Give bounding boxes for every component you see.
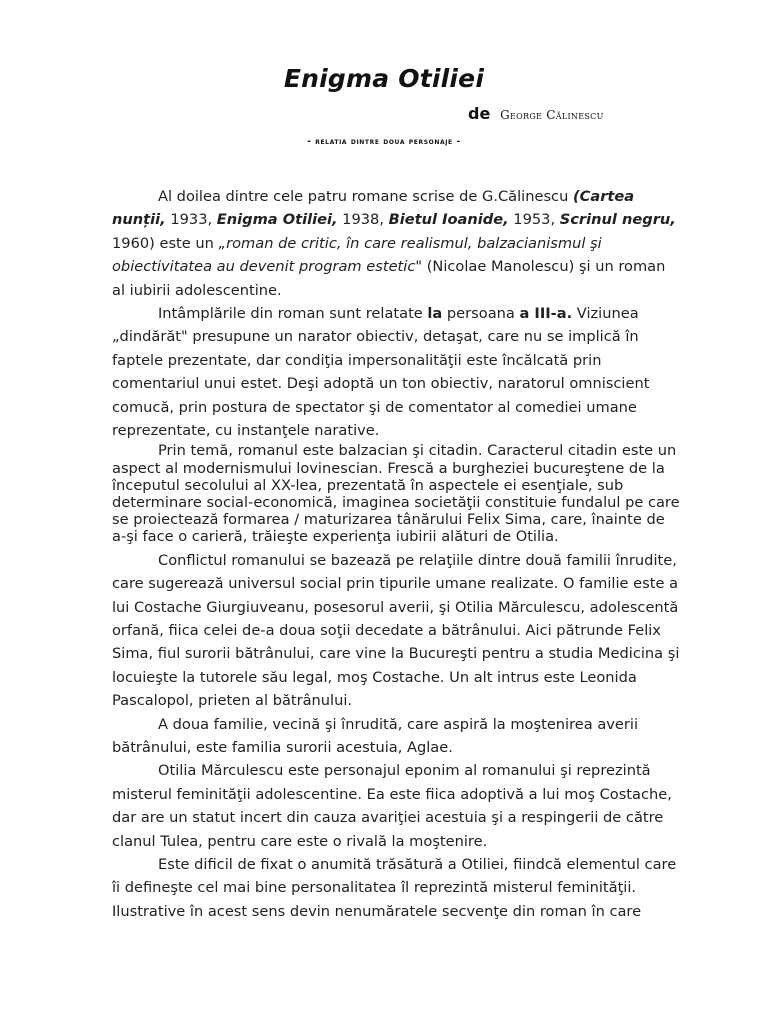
text-line: comucă, prin postura de spectator şi de comentator al comediei umane bbox=[112, 398, 637, 416]
text-line: Ilustrative în acest sens devin nenumăratele secvenţe din roman în care bbox=[112, 902, 642, 920]
text-run: " (Nicolae Manolescu) şi un roman bbox=[415, 258, 666, 276]
text-line: îi defineşte cel mai bine personalitatea îl reprezintă misterul feminităţii. bbox=[112, 879, 637, 897]
text-line: aspect al modernismului lovinescian. Frescă a burgheziei bucureştene de la bbox=[112, 459, 665, 477]
paragraph-6 bbox=[112, 759, 702, 853]
text-line: „dindărăt" presupune un narator obiectiv, detaşat, care nu se implică în bbox=[112, 328, 639, 346]
document-subtitle: - relatia dintre doua personaje - bbox=[307, 137, 461, 147]
work-title: (Cartea bbox=[572, 188, 635, 205]
work-title: Enigma Otiliei, bbox=[216, 211, 338, 229]
work-title: Scrinul negru, bbox=[559, 211, 676, 229]
paragraph-7 bbox=[112, 853, 702, 923]
text-line: misterul feminităţii adolescentine. Ea este fiica adoptivă a lui moş Costache, bbox=[112, 785, 672, 803]
text-line: lui Costache Giurgiuveanu, posesorul averii, şi Otilia Mărculescu, adolescentă bbox=[112, 598, 679, 616]
text-line: Este dificil de fixat o anumită trăsătură a Otiliei, fiindcă elementul care bbox=[158, 855, 677, 873]
text-line: Conflictul romanului se bazează pe relaţiile dintre două familii înrudite, bbox=[158, 551, 677, 569]
document-title: Enigma Otiliei bbox=[283, 64, 485, 93]
paragraph-5 bbox=[112, 713, 702, 760]
text-line: locuieşte la tutorele său legal, moş Costache. Un alt intrus este Leonida bbox=[112, 668, 637, 686]
text-line bbox=[112, 255, 702, 278]
text-line bbox=[112, 208, 702, 231]
quotation: obiectivitatea au devenit program estetic bbox=[112, 258, 416, 276]
text-run: 1960) este un bbox=[112, 234, 219, 252]
text-line: al iubirii adolescentine. bbox=[112, 281, 282, 299]
work-title: Bietul Ioanide, bbox=[388, 211, 509, 229]
text-line: faptele prezentate, dar condiţia impersonalităţii este încălcată prin bbox=[112, 351, 602, 369]
text-line: Sima, fiul surorii bătrânului, care vine la Bucureşti pentru a studia Medicina şi bbox=[112, 645, 680, 663]
text-line: comentariul unui estet. Deşi adoptă un ton obiectiv, naratorul omniscient bbox=[112, 375, 650, 393]
text-line: clanul Tulea, pentru care este o rivală la moştenire. bbox=[112, 832, 488, 850]
text-line: Prin temă, romanul este balzacian şi citadin. Caracterul citadin este un bbox=[158, 442, 677, 460]
essay-body bbox=[112, 185, 702, 923]
text-line: începutul secolului al XX-lea, prezentată în aspectele ei esenţiale, sub bbox=[112, 476, 624, 494]
text-line: care sugerează universul social prin tipurile umane realizate. O familie este a bbox=[112, 575, 679, 593]
text-line: a-şi face o carieră, trăieşte experienţa iubirii alături de Otilia. bbox=[112, 528, 559, 546]
text-line: A doua familie, vecină şi înrudită, care aspiră la moştenirea averii bbox=[158, 715, 639, 733]
text-line bbox=[112, 232, 702, 255]
text-run: persoana bbox=[442, 305, 520, 323]
text-run: 1933, bbox=[165, 211, 217, 229]
text-run: 1938, bbox=[337, 211, 389, 229]
text-run: Viziunea bbox=[572, 305, 639, 323]
emphasis: la bbox=[427, 305, 443, 323]
author-byline bbox=[468, 104, 604, 123]
byline-prefix: de bbox=[468, 104, 491, 123]
quotation: „roman de critic, în care realismul, balzacianismul şi bbox=[218, 234, 602, 252]
text-run: Intâmplările din roman sunt relatate bbox=[158, 305, 428, 323]
text-line: Pascalopol, prieten al bătrânului. bbox=[112, 692, 353, 710]
text-run: 1953, bbox=[508, 211, 560, 229]
paragraph-3 bbox=[112, 442, 702, 545]
text-run: Al doilea dintre cele patru romane scrise de G.Călinescu bbox=[158, 188, 573, 205]
text-line: Otilia Mărculescu este personajul eponim al romanului şi reprezintă bbox=[158, 762, 651, 780]
author-name: George Călinescu bbox=[500, 108, 604, 122]
emphasis: a III-a. bbox=[519, 305, 573, 323]
text-line bbox=[112, 302, 702, 325]
text-line: bătrânului, este familia surorii acestuia, Aglae. bbox=[112, 738, 453, 756]
text-line: orfană, fiica celei de-a doua soţii decedate a bătrânului. Aici pătrunde Felix bbox=[112, 621, 661, 639]
text-line: se proiectează formarea / maturizarea tânărului Felix Sima, care, înainte de bbox=[112, 511, 665, 529]
text-line: determinare social-economică, imaginea societăţii constituie fundalul pe care bbox=[112, 494, 680, 512]
text-line: dar are un statut incert din cauza avariţiei acestuia şi a respingerii de către bbox=[112, 809, 664, 827]
paragraph-2 bbox=[112, 302, 702, 442]
text-line: reprezentate, cu instanţele narative. bbox=[112, 422, 380, 440]
work-title: nunții, bbox=[112, 211, 166, 229]
text-line bbox=[112, 185, 702, 208]
paragraph-1 bbox=[112, 185, 702, 302]
paragraph-4 bbox=[112, 549, 702, 713]
